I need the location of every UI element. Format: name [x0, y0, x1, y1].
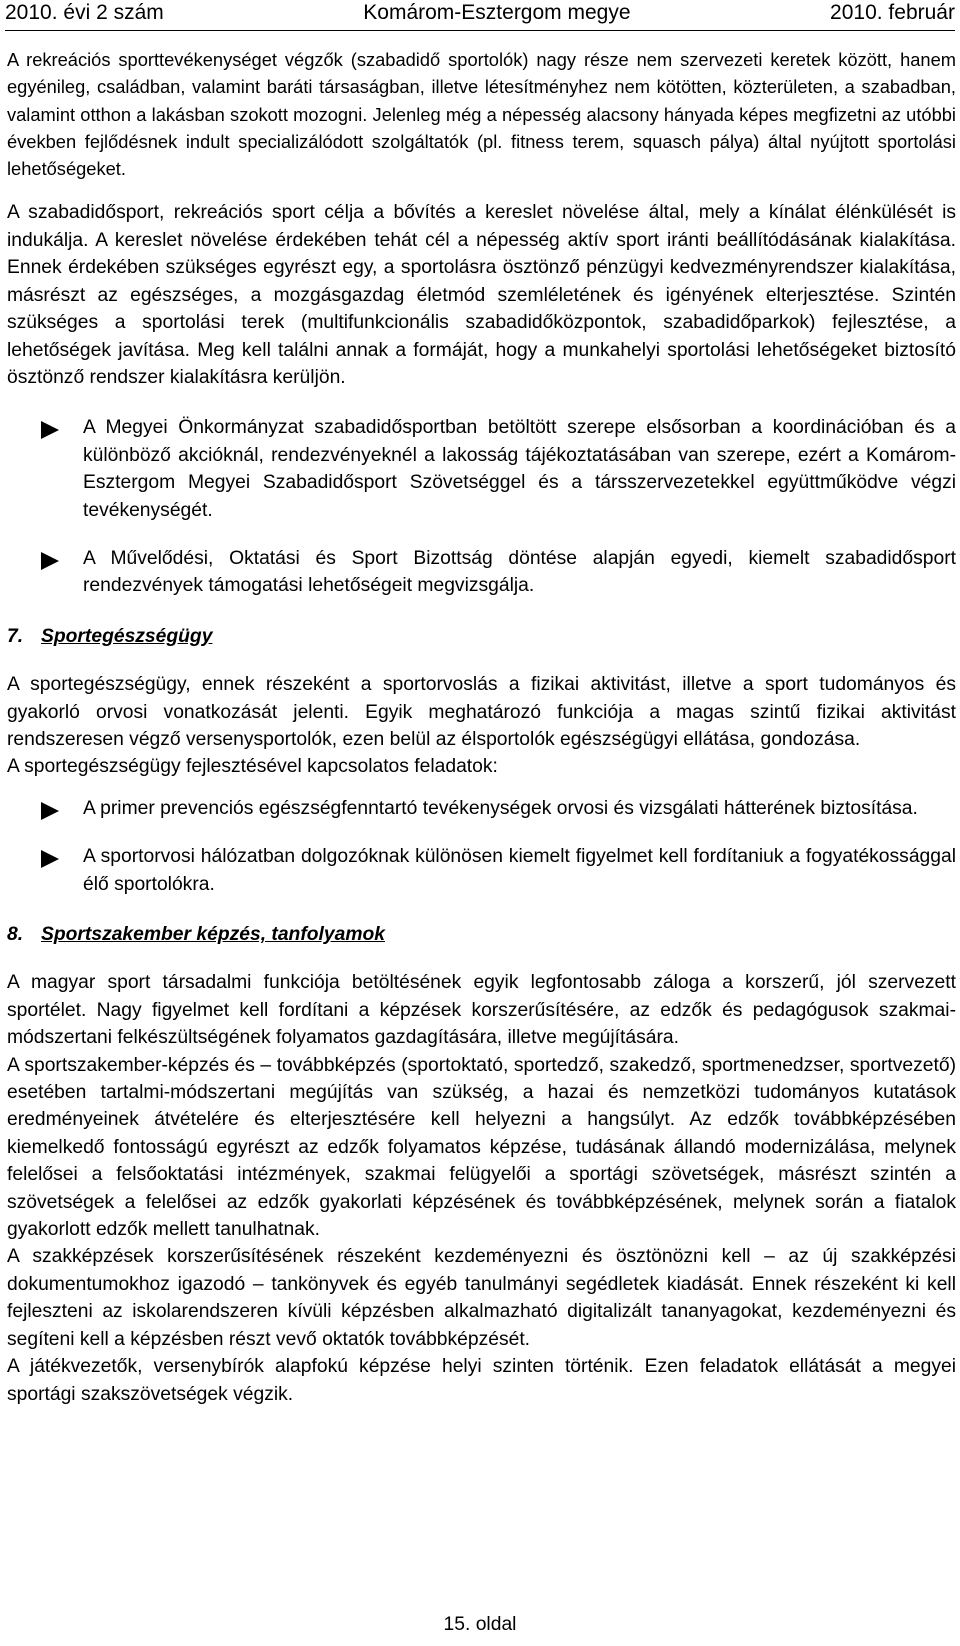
- paragraph-leisure-sport-goal: A szabadidősport, rekreációs sport célja a bővítés a kereslet növelése által, mely a kínálat élénkülését is indukálja. A kereslet növelése érdekében tehát cél a népesség aktív sport iránti beállítódásának kialakítása. Ennek érdekében szükséges egyrészt egy, a sportolásra ösztönző pénzügyi kedvezményrendszer kialakítása, másrészt az egészséges, a mozgásgazdag életmód szemléletének és igényének elterjesztése. Szintén szükséges a sportolási terek (multifunkcionális szabadidőközpontok, szabadidőparkok) fejlesztése, a lehetőségek javítása. Meg kell találni annak a formáját, hogy a munkahelyi sportolási lehetőségeket biztosító ösztönző rendszer kialakításra kerüljön.: [7, 202, 956, 388]
- page-number: 15. oldal: [443, 1614, 517, 1635]
- section-number: 8.: [7, 924, 24, 946]
- arrow-bullet-icon: [41, 421, 59, 439]
- bullet-item: [41, 414, 956, 524]
- arrow-bullet-icon: [41, 850, 59, 868]
- bullet-list-leisure: [41, 414, 956, 599]
- page-header: [5, 0, 955, 31]
- bullet-text: A Művelődési, Oktatási és Sport Bizottság döntése alapján egyedi, kiemelt szabadidősport rendezvények támogatási lehetőségeit megvizsgálja.: [83, 547, 956, 597]
- paragraph-sport-health-tasks: A sportegészségügy fejlesztésével kapcsolatos feladatok:: [7, 756, 498, 778]
- section-heading-7: [7, 623, 956, 650]
- bullet-list-sport-health: [41, 795, 956, 898]
- paragraph-sport-professionals: A magyar sport társadalmi funkciója betöltésének egyik legfontosabb záloga a korszerű, jól szervezett sportélet. Nagy figyelmet kell fordítani a képzések korszerűsítésére, az edzők és pedagógusok szakmai-módszertani felkészültségének folyamatos gazdagítására, illetve megújítására.: [7, 972, 956, 1049]
- paragraph-sport-health: A sportegészségügy, ennek részeként a sportorvoslás a fizikai aktivitást, illetve a sport tudományos és gyakorló orvosi vonatkozását jelenti. Egyik meghatározó funkciója a magas szintű fizikai aktivitást rendszeresen végző versenysportolók, ezen belül az élsportolók egészségügyi ellátása, gondozása.: [7, 674, 956, 750]
- bullet-item: [41, 545, 956, 600]
- paragraph-professional-training: A sportszakember-képzés és – továbbképzés (sportoktató, sportedző, szakedző, sportmenedzser, sportvezető) esetében tartalmi-módszertani megújítás van szükség, a hazai és nemzetközi tudományos kutatások eredményeinek átvételére és elterjesztésére kell helyezni a hangsúlyt. Az edzők továbbképzésében kiemelkedő fontosságú egyrészt az edzők folyamatos képzése, tudásának állandó modernizálása, melynek felelősei a felsőoktatási intézmények, szakmai felügyelői a sportági szövetségek, másrészt szintén a szövetségek a felelősei az edzők gyakorlati képzésének és továbbképzésének, melynek során a fiatalok gyakorlott edzők mellett tanulhatnak.: [7, 1054, 956, 1241]
- header-issue: 2010. évi 2 szám: [5, 1, 164, 24]
- header-date: 2010. február: [830, 1, 955, 24]
- arrow-bullet-icon: [41, 802, 59, 820]
- section-heading-8: [7, 921, 956, 948]
- arrow-bullet-icon: [41, 552, 59, 570]
- page-footer: [0, 1612, 960, 1638]
- section-title: Sportegészségügy: [41, 625, 213, 647]
- bullet-item: [41, 843, 956, 898]
- bullet-text: A Megyei Önkormányzat szabadidősportban betöltött szerepe elsősorban a koordinációban és a különböző akcióknál, rendezvényeknél a lakosság tájékoztatásában van szerepe, ezért a Komárom-Esztergom Megyei Szabadidősport Szövetséggel és a társszervezetekkel együttműködve végzi tevékenységét.: [83, 417, 956, 521]
- section-number: 7.: [7, 625, 24, 647]
- paragraph-referee-training: A játékvezetők, versenybírók alapfokú képzése helyi szinten történik. Ezen feladatok ellátását a megyei sportági szakszövetségek végzik.: [7, 1356, 956, 1405]
- bullet-text: A primer prevenciós egészségfenntartó tevékenységek orvosi és vizsgálati hátterének biztosítása.: [83, 797, 918, 819]
- bullet-text: A sportorvosi hálózatban dolgozóknak különösen kiemelt figyelmet kell fordítaniuk a fogyatékossággal élő sportolókra.: [83, 846, 956, 895]
- header-county: Komárom-Esztergom megye: [363, 1, 631, 24]
- paragraph-vocational-training: A szakképzések korszerűsítésének részeként kezdeményezni és ösztönözni kell – az új szakképzési dokumentumokhoz igazodó – tankönyvek és egyéb tanulmányi segédletek kiadását. Ennek részeként ki kell fejleszteni az iskolarendszeren kívüli képzésben alkalmazható digitalizált tananyagokat, kezdeményezni és segíteni kell a képzésben részt vevő oktatók továbbképzését.: [7, 1246, 956, 1350]
- document-body: [7, 46, 956, 1408]
- bullet-item: [41, 795, 956, 822]
- paragraph-recreation-intro: A rekreációs sporttevékenységet végzők (szabadidő sportolók) nagy része nem szervezeti keretek között, hanem egyénileg, családban, valamint baráti társaságban, illetve létesítményhez nem kötötten, közterületen, a szabadban, valamint otthon a lakásban szokott mozogni. Jelenleg még a népesség alacsony hányada képes megfizetni az utóbbi években fejlődésnek indult specializálódott szolgáltatók (pl. fitness terem, squasch pálya) által nyújtott sportolási lehetőségeket.: [7, 49, 956, 180]
- section-title: Sportszakember képzés, tanfolyamok: [41, 924, 385, 946]
